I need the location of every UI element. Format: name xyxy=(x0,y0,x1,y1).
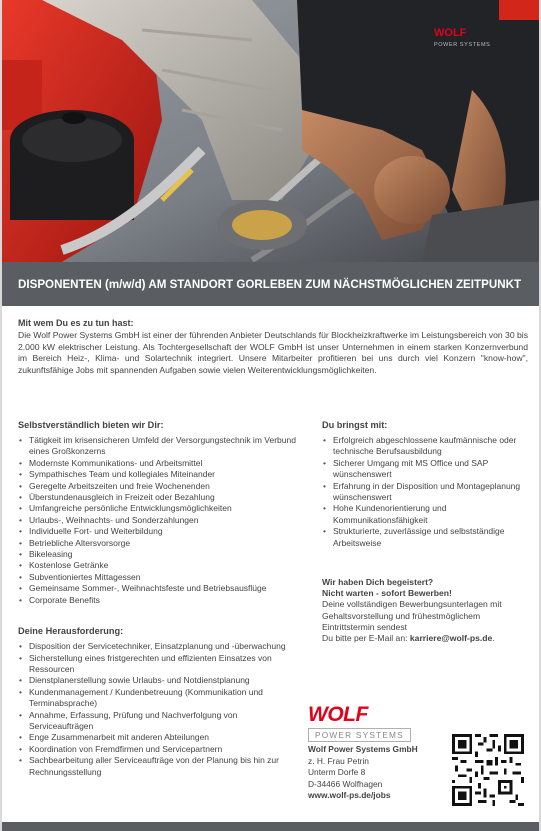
intro-heading: Mit wem Du es zu tun hast: xyxy=(18,318,134,328)
wolf-logo-text: WOLF xyxy=(308,704,368,724)
list-item: • Kundenmanagement / Kundenbetreuung (Kommunikation und Terminabsprache) xyxy=(18,687,300,710)
list-item: • Modernste Kommunikations- und Arbeitsmittel xyxy=(18,458,300,469)
company-attn: z. H. Frau Petrin xyxy=(308,755,369,766)
cta-line2: Nicht warten - sofort Bewerben! xyxy=(322,588,452,599)
company-logo xyxy=(308,704,438,743)
list-item: • Subventioniertes Mittagessen xyxy=(18,572,300,583)
offer-list xyxy=(18,435,300,606)
cta-line4-suffix: . xyxy=(492,633,495,644)
engine-technician-illustration xyxy=(2,0,539,262)
list-item: • Sympathisches Team und kollegiales Miteinander xyxy=(18,469,300,480)
email-link[interactable]: karriere@wolf-ps.de xyxy=(409,633,493,644)
intro-section xyxy=(18,318,528,376)
list-item: • Betriebliche Altersvorsorge xyxy=(18,538,300,549)
list-item: • Urlaubs-, Weihnachts- und Sonderzahlungen xyxy=(18,515,300,526)
list-item: • Corporate Benefits xyxy=(18,595,300,606)
requirements-heading: Du bringst mit: xyxy=(322,420,388,430)
qr-code-icon[interactable] xyxy=(452,734,524,806)
list-item: • Individuelle Fort- und Weiterbildung xyxy=(18,526,300,537)
list-item: • Bikeleasing xyxy=(18,549,300,560)
title-bar xyxy=(2,262,539,306)
list-item: • Geregelte Arbeitszeiten und freie Wochenenden xyxy=(18,481,300,492)
list-item: • Überstundenausgleich in Freizeit oder Bezahlung xyxy=(18,492,300,503)
company-address xyxy=(308,744,458,802)
header-photo xyxy=(2,0,539,262)
wolf-logo xyxy=(308,704,428,724)
cta-line3: Deine vollständigen Bewerbungsunterlagen mit Gehaltsvorstellung und frühestmöglichem Eintrittstermin sendest xyxy=(322,599,502,632)
list-item: • Koordination von Fremdfirmen und Servicepartnern xyxy=(18,744,300,755)
list-item: • Tätigkeit im krisensicheren Umfeld der Versorgungstechnik im Verbund eines Großkonzerns xyxy=(18,435,300,458)
cta-line4-prefix: Du bitte per E-Mail an: xyxy=(322,633,410,644)
list-item: • Kostenlose Getränke xyxy=(18,560,300,571)
list-item: • Sicherstellung eines fristgerechten und effizienten Einsatzes von Ressourcen xyxy=(18,653,300,676)
list-item: • Sicherer Umgang mit MS Office und SAP wünschenswert xyxy=(322,458,532,481)
left-column xyxy=(18,420,300,778)
jobs-url-link[interactable]: www.wolf-ps.de/jobs xyxy=(308,790,391,801)
list-item: • Annahme, Erfassung, Prüfung und Nachverfolgung von Serviceaufträgen xyxy=(18,710,300,733)
right-column xyxy=(322,420,532,549)
challenge-list xyxy=(18,641,300,778)
list-item: • Hohe Kundenorientierung und Kommunikationsfähigkeit xyxy=(322,503,532,526)
challenge-heading: Deine Herausforderung: xyxy=(18,626,124,637)
list-item: • Gemeinsame Sommer-, Weihnachtsfeste und Betriebsausflüge xyxy=(18,583,300,594)
footer-bar xyxy=(2,822,539,831)
list-item: • Dienstplanerstellung sowie Urlaubs- und Notdienstplanung xyxy=(18,675,300,686)
list-item: • Erfahrung in der Disposition und Montageplanung wünschenswert xyxy=(322,481,532,504)
intro-text: Die Wolf Power Systems GmbH ist einer der führenden Anbieter Deutschlands für Blockheizkraftwerke im Leistungsbereich von 30 bis 2.000 kW elektrischer Leistung. Als Tochtergesellschaft der WOLF GmbH ist unser Unternehmen in einem starken Konzernverbund im Bereich Heiz-, Klima- und Solartechnik integriert. Unsere Mitarbeiter profitieren bei uns durch viel Konzern "know-how", zukunftsfähige Jobs mit spannenden Aufgaben sowie vielen Weiterentwicklungsmöglichkeiten. xyxy=(18,330,528,375)
shirt-wolf-logo: WOLF xyxy=(434,27,467,39)
list-item: • Umfangreiche persönliche Entwicklungsmöglichkeiten xyxy=(18,503,300,514)
shirt-power-systems: POWER SYSTEMS xyxy=(434,42,491,48)
offer-heading: Selbstverständlich bieten wir Dir: xyxy=(18,420,164,430)
cta-line4 xyxy=(322,633,532,644)
list-item: • Strukturierte, zuverlässige und selbstständige Arbeitsweise xyxy=(322,526,532,549)
application-cta xyxy=(322,577,532,644)
list-item: • Erfolgreich abgeschlossene kaufmännische oder technische Berufsausbildung xyxy=(322,435,532,458)
company-street: Unterm Dorfe 8 xyxy=(308,767,366,778)
list-item: • Enge Zusammenarbeit mit anderen Abteilungen xyxy=(18,732,300,743)
cta-line1: Wir haben Dich begeistert? xyxy=(322,577,434,587)
company-city: D-34466 Wolfhagen xyxy=(308,778,383,789)
requirements-list xyxy=(322,435,532,549)
company-name: Wolf Power Systems GmbH xyxy=(308,744,418,754)
list-item: • Disposition der Servicetechniker, Einsatzplanung und -überwachung xyxy=(18,641,300,652)
page-title: DISPONENTEN (m/w/d) AM STANDORT GORLEBEN ZUM NÄCHSTMÖGLICHEN ZEITPUNKT xyxy=(18,278,522,291)
list-item: • Sachbearbeitung aller Serviceaufträge von der Planung bis hin zur Rechnungsstellung xyxy=(18,755,300,778)
power-systems-label: POWER SYSTEMS xyxy=(308,728,411,742)
job-posting-page xyxy=(2,0,539,831)
